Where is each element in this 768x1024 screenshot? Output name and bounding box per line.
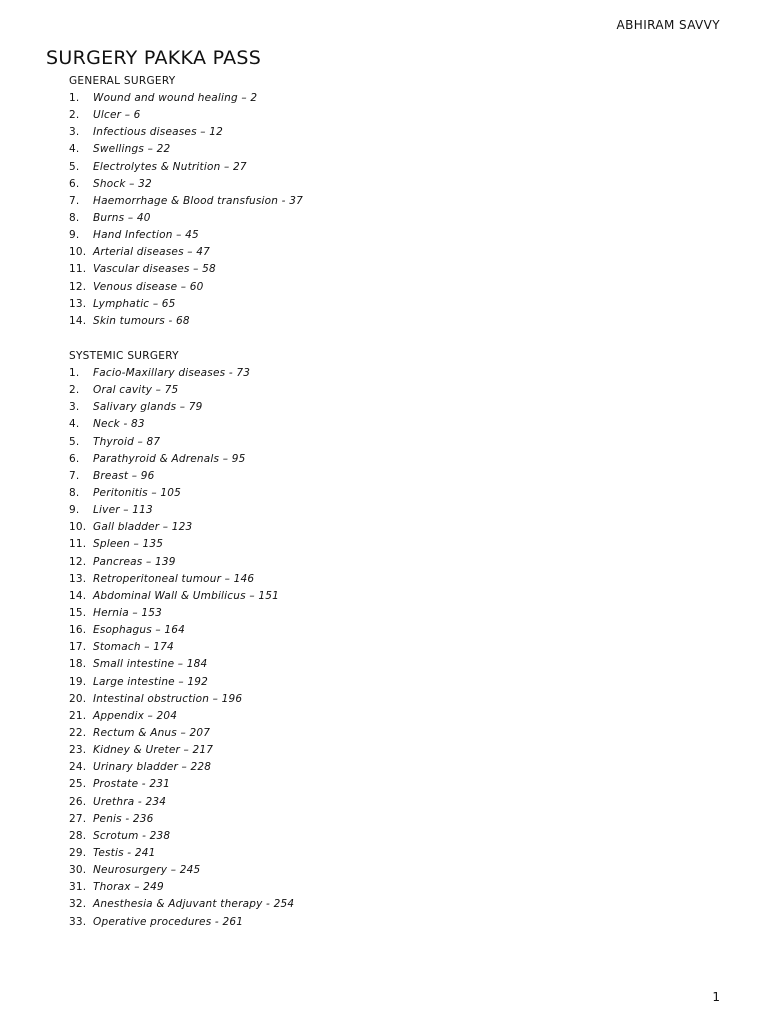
toc-entry-number: 22. [69,726,87,739]
toc-entry-text: Stomach – 174 [93,641,174,654]
toc-entry-number: 26. [69,795,87,808]
toc-entry-number: 20. [69,692,87,705]
toc-entry-number: 10. [69,246,87,259]
toc-entry [69,382,294,399]
toc-entry-text: Anesthesia & Adjuvant therapy - 254 [93,898,295,911]
toc-entry-number: 31. [69,881,87,894]
toc-entry [69,485,294,502]
toc-entry-text: Esophagus – 164 [93,624,186,637]
toc-entry-text: Lymphatic – 65 [93,297,176,310]
toc-entry-number: 3. [69,126,80,139]
toc-entry [69,759,294,776]
toc-entry-number: 1. [69,92,80,104]
toc-entry-number: 3. [69,401,80,414]
toc-entry-number: 21. [69,709,87,722]
toc-entry [69,862,294,879]
toc-entry-text: Gall bladder – 123 [93,521,193,534]
toc-entry-text: Spleen – 135 [93,538,164,551]
toc-entry-text: Urethra - 234 [93,795,167,808]
toc-entry-number: 9. [69,504,80,517]
toc-entry-number: 16. [69,624,87,637]
toc-entry-text: Hand Infection – 45 [93,229,199,242]
toc-entry-number: 23. [69,744,87,757]
toc-entry-number: 12. [69,280,87,293]
toc-entry [69,90,303,107]
toc-entry [69,261,303,278]
toc-entry-text: Thorax – 249 [93,881,164,894]
toc-entry-text: Appendix – 204 [93,709,178,722]
toc-entry-number: 1. [69,367,80,379]
toc-entry-text: Electrolytes & Nutrition – 27 [93,160,247,173]
toc-entry-text: Facio-Maxillary diseases - 73 [93,367,251,379]
toc-entry-text: Shock – 32 [93,177,152,190]
toc-entry [69,536,294,553]
toc-entry-number: 6. [69,452,80,465]
toc-entry [69,416,294,433]
toc-entry-text: Swellings – 22 [93,143,171,156]
toc-entry [69,674,294,691]
toc-entry [69,656,294,673]
toc-entry [69,708,294,725]
toc-entry-text: Intestinal obstruction – 196 [93,692,243,705]
toc-entry [69,244,303,261]
toc-entry-text: Vascular diseases – 58 [93,263,216,276]
toc-entry [69,451,294,468]
toc-entry-text: Large intestine – 192 [93,675,208,688]
toc-entry-text: Haemorrhage & Blood transfusion - 37 [93,194,303,207]
toc-entry [69,605,294,622]
toc-entry [69,468,294,485]
toc-entry-text: Wound and wound healing – 2 [93,92,258,104]
toc-entry-text: Pancreas – 139 [93,555,176,568]
toc-entry-number: 24. [69,761,87,774]
toc-entry-text: Retroperitoneal tumour – 146 [93,572,255,585]
toc-entry-text: Testis - 241 [93,846,156,859]
toc-entry-text: Oral cavity – 75 [93,384,179,397]
page-number: 1 [712,990,720,1004]
toc-entry [69,811,294,828]
toc-entry-number: 14. [69,314,87,327]
section-heading-systemic: SYSTEMIC SURGERY [69,350,179,362]
general-surgery-list [69,90,303,330]
toc-entry-text: Liver – 113 [93,504,153,517]
section-heading-general: GENERAL SURGERY [69,75,176,87]
toc-entry-number: 32. [69,898,87,911]
general-surgery-section [69,73,303,330]
document-title: SURGERY PAKKA PASS [46,47,262,69]
systemic-surgery-section [69,348,294,931]
toc-entry-number: 29. [69,846,87,859]
toc-entry [69,691,294,708]
toc-entry [69,828,294,845]
toc-entry-number: 18. [69,658,87,671]
toc-entry-text: Skin tumours - 68 [93,314,190,327]
toc-entry-number: 10. [69,521,87,534]
toc-entry [69,554,294,571]
toc-entry-text: Operative procedures - 261 [93,915,244,928]
toc-entry-number: 11. [69,538,87,551]
toc-entry-text: Peritonitis – 105 [93,486,182,499]
toc-entry-text: Venous disease – 60 [93,280,204,293]
toc-entry [69,399,294,416]
toc-entry-number: 13. [69,572,87,585]
toc-entry-number: 7. [69,469,80,482]
toc-entry-number: 5. [69,160,80,173]
toc-entry-text: Hernia – 153 [93,606,163,619]
toc-entry-text: Parathyroid & Adrenals – 95 [93,452,246,465]
toc-entry-number: 17. [69,641,87,654]
toc-entry [69,141,303,158]
toc-entry-number: 30. [69,864,87,877]
toc-entry [69,124,303,141]
toc-entry-text: Rectum & Anus – 207 [93,726,211,739]
toc-entry-number: 28. [69,829,87,842]
toc-entry-text: Neurosurgery – 245 [93,864,201,877]
toc-entry-text: Small intestine – 184 [93,658,208,671]
toc-entry [69,879,294,896]
toc-entry-number: 12. [69,555,87,568]
toc-entry [69,896,294,913]
toc-entry-number: 9. [69,229,80,242]
toc-entry-number: 11. [69,263,87,276]
toc-entry-number: 33. [69,915,87,928]
toc-entry [69,159,303,176]
toc-entry [69,914,294,931]
toc-entry [69,279,303,296]
toc-entry [69,519,294,536]
document-author: ABHIRAM SAVVY [616,18,720,32]
toc-entry-number: 2. [69,109,80,122]
toc-entry-number: 19. [69,675,87,688]
toc-entry [69,742,294,759]
toc-entry-text: Urinary bladder – 228 [93,761,212,774]
toc-entry-number: 6. [69,177,80,190]
toc-entry [69,502,294,519]
toc-entry [69,622,294,639]
toc-entry [69,588,294,605]
toc-entry-text: Infectious diseases – 12 [93,126,224,139]
toc-entry-text: Abdominal Wall & Umbilicus – 151 [93,589,279,602]
toc-entry-text: Salivary glands – 79 [93,401,203,414]
toc-entry-number: 27. [69,812,87,825]
toc-entry-text: Neck - 83 [93,418,145,431]
toc-entry [69,107,303,124]
toc-entry-number: 8. [69,486,80,499]
toc-entry-text: Arterial diseases – 47 [93,246,211,259]
toc-entry-text: Prostate - 231 [93,778,170,791]
toc-entry [69,794,294,811]
toc-entry-number: 2. [69,384,80,397]
toc-entry [69,176,303,193]
toc-entry-text: Kidney & Ureter – 217 [93,744,214,757]
toc-entry [69,776,294,793]
toc-entry-text: Thyroid – 87 [93,435,161,448]
toc-entry [69,193,303,210]
toc-entry [69,365,294,382]
toc-entry [69,296,303,313]
toc-entry-text: Penis - 236 [93,812,154,825]
toc-entry-number: 4. [69,143,80,156]
toc-entry-number: 13. [69,297,87,310]
toc-entry [69,571,294,588]
toc-entry [69,210,303,227]
toc-entry [69,227,303,244]
toc-entry-number: 5. [69,435,80,448]
systemic-surgery-list [69,365,294,931]
toc-entry [69,845,294,862]
toc-entry-number: 8. [69,211,80,224]
toc-entry-number: 15. [69,606,87,619]
toc-entry-text: Burns – 40 [93,211,151,224]
toc-entry-number: 25. [69,778,87,791]
toc-entry-number: 7. [69,194,80,207]
toc-entry-number: 4. [69,418,80,431]
toc-entry-number: 14. [69,589,87,602]
toc-entry [69,639,294,656]
toc-entry [69,313,303,330]
toc-entry-text: Scrotum - 238 [93,829,171,842]
toc-entry [69,434,294,451]
toc-entry-text: Ulcer – 6 [93,109,141,122]
toc-entry-text: Breast – 96 [93,469,155,482]
toc-entry [69,725,294,742]
